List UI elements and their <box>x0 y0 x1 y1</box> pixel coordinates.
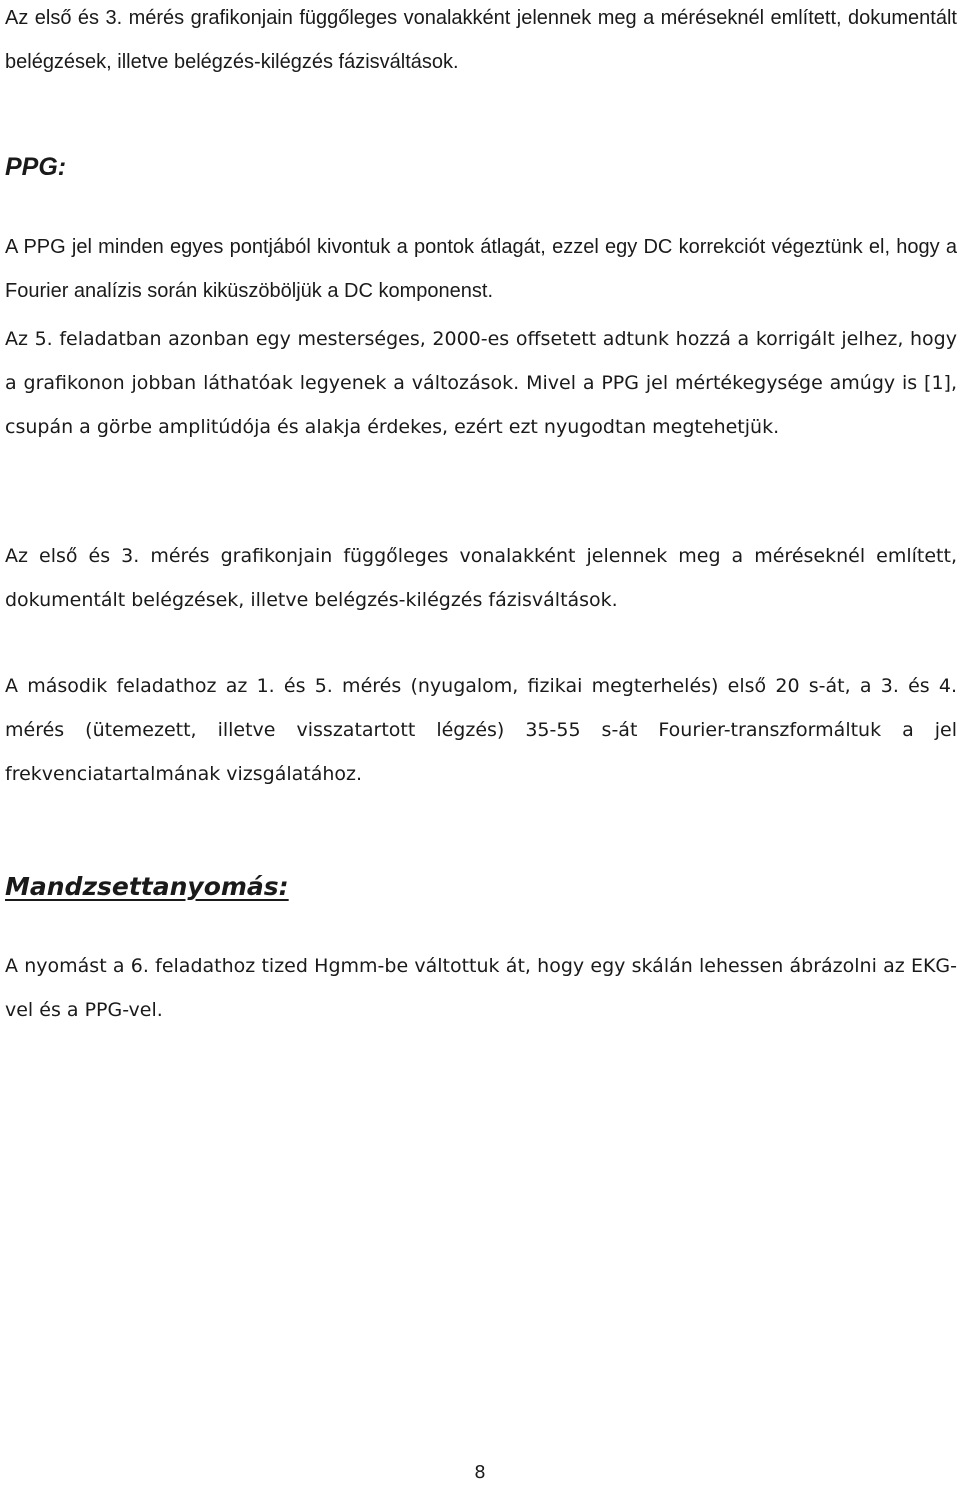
ppg-paragraph-offset: Az 5. feladatban azonban egy mesterséges, 2000-es offsetett adtunk hozzá a korrigált jelhez, hogy a grafikonon jobban láthatóak legyenek a változások. Mivel a PPG jel mértékegysége amúgy is [1], csupán a görbe amplitúdója és alakja érdekes, ezért ezt nyugodtan megtehetjük. <box>5 328 957 438</box>
cuff-pressure-paragraph: A nyomást a 6. feladathoz tized Hgmm-be váltottuk át, hogy egy skálán lehessen ábrázolni az EKG-vel és a PPG-vel. <box>5 955 957 1021</box>
cuff-pressure-heading: Mandzsettanyomás: <box>5 872 289 901</box>
ppg-heading: PPG: <box>5 153 67 181</box>
paragraph-top: Az első és 3. mérés grafikonjain függőleges vonalakként jelennek meg a méréseknél említett, dokumentált belégzések, illetve belégzés-kilégzés fázisváltások. <box>5 7 957 73</box>
ppg-paragraph-vertical-lines: Az első és 3. mérés grafikonjain függőleges vonalakként jelennek meg a méréseknél említett, dokumentált belégzések, illetve belégzés-kilégzés fázisváltások. <box>5 545 957 611</box>
ppg-paragraph-dc-correction: A PPG jel minden egyes pontjából kivontuk a pontok átlagát, ezzel egy DC korrekciót végeztünk el, hogy a Fourier analízis során kiküszöböljük a DC komponenst. <box>5 236 957 302</box>
ppg-paragraph-fourier: A második feladathoz az 1. és 5. mérés (nyugalom, fizikai megterhelés) első 20 s-át, a 3. és 4. mérés (ütemezett, illetve visszatartott légzés) 35-55 s-át Fourier-transzformáltuk a jel frekvenciatartalmának vizsgálatához. <box>5 675 957 785</box>
page-number: 8 <box>474 1462 486 1483</box>
